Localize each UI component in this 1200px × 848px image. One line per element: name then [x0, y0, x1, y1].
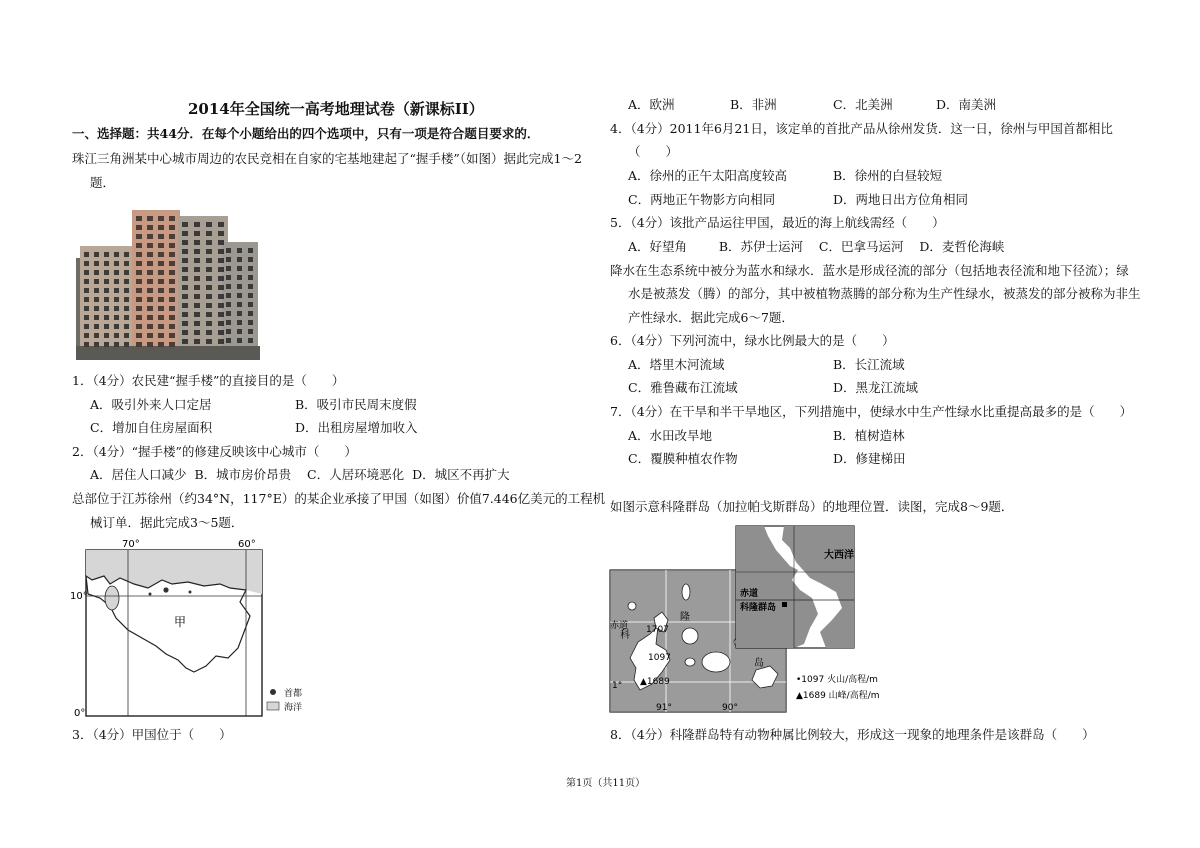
q4-option-a: A．徐州的正午太阳高度较高: [628, 168, 788, 183]
map2-kelong-ke: 科: [620, 630, 630, 641]
map2-lon-91: 91°: [656, 703, 672, 713]
q7-option-a: A．水田改旱地: [628, 428, 713, 443]
map2-equator-inset: 赤道: [740, 589, 759, 599]
legend-capital-label: 首都: [284, 689, 303, 699]
map2-equator-main: 赤道: [610, 621, 629, 631]
q1-stem: 1．（4分）农民建“握手楼”的直接目的是（ ）: [72, 373, 345, 388]
map2-legend-peak: ▲1689 山峰/高程/m: [796, 691, 880, 701]
q5-options: A．好望角 B．苏伊士运河 C．巴拿马运河 D．麦哲伦海峡: [628, 239, 1005, 254]
q1-option-b: B．吸引市民周末度假: [295, 397, 417, 412]
lat-10-label: 10°: [70, 591, 88, 602]
map2-elevation-1707: 1707: [646, 625, 669, 635]
q7-stem: 7．（4分）在干旱和半干旱地区，下列措施中，使绿水中生产性绿水比重提高最多的是（ ）: [610, 404, 1133, 419]
q4-option-b: B．徐州的白昼较短: [833, 168, 943, 183]
map2-elevation-1689: ▲1689: [640, 677, 670, 687]
q6-stem: 6．（4分）下列河流中，绿水比例最大的是（ ）: [610, 333, 895, 348]
lon-60-label: 60°: [238, 539, 256, 550]
q3-option-a: A．欧洲: [628, 97, 675, 112]
map2-kelong-long: 隆: [680, 612, 690, 623]
q3-option-c: C．北美洲: [833, 97, 893, 112]
q1-option-a: A．吸引外来人口定居: [90, 397, 212, 412]
map2-lat-1: 1°: [612, 681, 623, 691]
lon-70-label: 70°: [122, 539, 140, 550]
q6-option-c: C．雅鲁藏布江流域: [628, 380, 738, 395]
intro-1-2-line1: 珠江三角洲某中心城市周边的农民竞相在自家的宅基地建起了“握手楼”（如图）据此完成1～2: [72, 151, 582, 166]
map2-islands-label: 科隆群岛: [740, 603, 777, 613]
map2-kelong-dao: 岛: [754, 658, 764, 669]
q3-option-b: B．非洲: [730, 97, 777, 112]
section-heading: 一、选择题：共44分．在每个小题给出的四个选项中，只有一项是符合题目要求的．: [72, 126, 540, 141]
map2-lon-90: 90°: [722, 703, 738, 713]
map2-legend-volcano: •1097 火山/高程/m: [796, 675, 878, 685]
handshake-building-photo: [76, 208, 260, 360]
q7-option-c: C．覆膜种植农作物: [628, 451, 738, 466]
q1-option-c: C．增加自住房屋面积: [90, 420, 213, 435]
map2-elevation-1097: 1097: [648, 653, 671, 663]
q2-options: A．居住人口减少 B．城市房价昂贵 C．人居环境恶化 D．城区不再扩大: [90, 467, 510, 482]
q6-option-b: B．长江流域: [833, 357, 905, 372]
q4-stem: 4．（4分）2011年6月21日，该定单的首批产品从徐州发货．这一日，徐州与甲国首都相比: [610, 121, 1113, 136]
intro-3-5-line2: 械订单．据此完成3～5题．: [90, 515, 244, 530]
map2-atlantic-label: 大西洋: [824, 550, 854, 561]
lat-0-label: 0°: [74, 708, 86, 719]
q1-option-d: D．出租房屋增加收入: [295, 420, 418, 435]
q6-option-a: A．塔里木河流域: [628, 357, 725, 372]
intro-1-2-line2: 题．: [90, 175, 116, 190]
q4-paren: （ ）: [628, 144, 679, 159]
country-jia-label: 甲: [174, 615, 187, 629]
q4-option-d: D．两地日出方位角相同: [833, 192, 969, 207]
intro-6-7-line1: 降水在生态系统中被分为蓝水和绿水．蓝水是形成径流的部分（包括地表径流和地下径流）；绿: [610, 263, 1129, 278]
q7-option-b: B．植树造林: [833, 428, 905, 443]
q4-option-c: C．两地正午物影方向相同: [628, 192, 776, 207]
page-title: 2014年全国统一高考地理试卷（新课标II）: [188, 100, 484, 118]
q7-option-d: D．修建梯田: [833, 451, 906, 466]
page-footer: 第1页（共11页）: [566, 778, 646, 789]
q8-stem: 8．（4分）科隆群岛特有动物种属比例较大，形成这一现象的地理条件是该群岛（ ）: [610, 727, 1095, 742]
q6-option-d: D．黑龙江流域: [833, 380, 919, 395]
intro-3-5-line1: 总部位于江苏徐州（约34°N，117°E）的某企业承接了甲国（如图）价值7.446亿美元的工程机: [72, 491, 606, 506]
galapagos-map: [606, 522, 906, 716]
q3-stem: 3．（4分）甲国位于（ ）: [72, 727, 232, 742]
q3-option-d: D．南美洲: [936, 97, 997, 112]
q2-stem: 2．（4分）“握手楼”的修建反映该中心城市（ ）: [72, 444, 357, 459]
q5-stem: 5．（4分）该批产品运往甲国，最近的海上航线需经（ ）: [610, 215, 945, 230]
legend-ocean-label: 海洋: [284, 703, 303, 713]
intro-6-7-line2: 水是被蒸发（腾）的部分，其中被植物蒸腾的部分称为生产性绿水，被蒸发的部分被称为非生: [628, 286, 1141, 301]
venezuela-map: [70, 536, 320, 722]
intro-8-9: 如图示意科隆群岛（加拉帕戈斯群岛）的地理位置．读图，完成8～9题．: [610, 499, 1014, 514]
intro-6-7-line3: 产性绿水．据此完成6～7题．: [628, 310, 794, 325]
